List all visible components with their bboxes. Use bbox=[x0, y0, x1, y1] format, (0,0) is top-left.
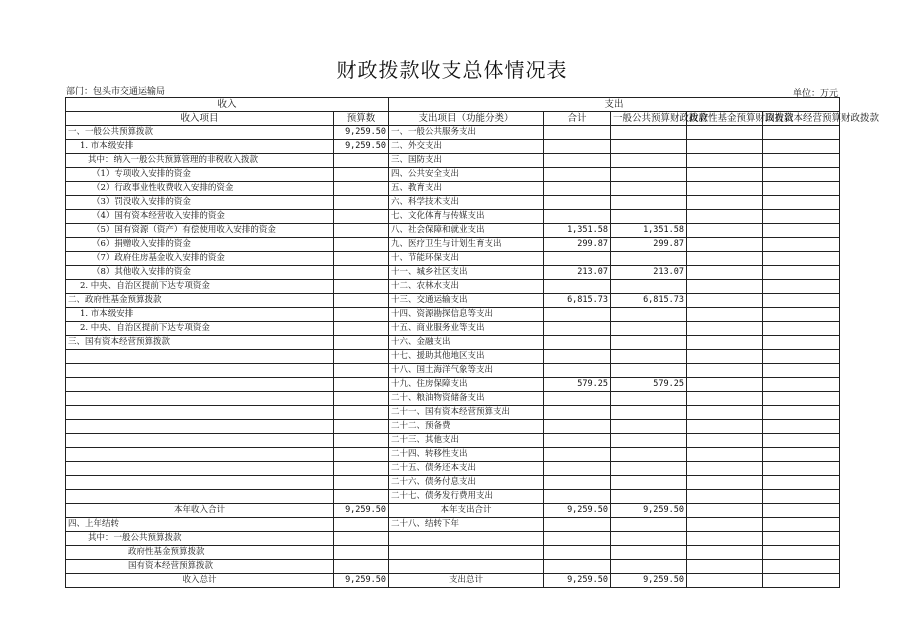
total-cell: 213.07 bbox=[544, 266, 611, 280]
income-cell: 2. 中央、自治区提前下达专项资金 bbox=[66, 280, 334, 294]
budget-cell bbox=[334, 546, 389, 560]
expense-group-header: 支出 bbox=[389, 98, 840, 112]
fund-budget-cell bbox=[687, 560, 763, 574]
budget-cell bbox=[334, 364, 389, 378]
fund-budget-cell bbox=[687, 336, 763, 350]
budget-cell bbox=[334, 280, 389, 294]
expense-cell: 二十二、预备费 bbox=[389, 420, 544, 434]
budget-cell bbox=[334, 392, 389, 406]
income-cell bbox=[66, 364, 334, 378]
general-budget-cell: 579.25 bbox=[611, 378, 687, 392]
expense-cell: 三、国防支出 bbox=[389, 154, 544, 168]
state-capital-cell bbox=[763, 224, 840, 238]
fund-budget-cell bbox=[687, 518, 763, 532]
budget-cell bbox=[334, 308, 389, 322]
table-row bbox=[66, 280, 840, 294]
fund-budget-cell bbox=[687, 294, 763, 308]
state-capital-cell bbox=[763, 504, 840, 518]
income-cell: （1）专项收入安排的资金 bbox=[66, 168, 334, 182]
expense-cell: 四、公共安全支出 bbox=[389, 168, 544, 182]
state-capital-cell bbox=[763, 406, 840, 420]
table-row bbox=[66, 476, 840, 490]
budget-cell bbox=[334, 350, 389, 364]
total-cell: 9,259.50 bbox=[544, 574, 611, 588]
expense-cell: 二十三、其他支出 bbox=[389, 434, 544, 448]
total-cell bbox=[544, 182, 611, 196]
income-cell: 四、上年结转 bbox=[66, 518, 334, 532]
total-cell bbox=[544, 434, 611, 448]
total-cell bbox=[544, 560, 611, 574]
general-budget-cell bbox=[611, 154, 687, 168]
general-budget-cell bbox=[611, 280, 687, 294]
budget-cell bbox=[334, 420, 389, 434]
expense-cell: 十七、援助其他地区支出 bbox=[389, 350, 544, 364]
table-row bbox=[66, 546, 840, 560]
fund-budget-cell bbox=[687, 350, 763, 364]
total-cell bbox=[544, 392, 611, 406]
fund-budget-cell bbox=[687, 476, 763, 490]
income-cell bbox=[66, 490, 334, 504]
total-cell bbox=[544, 140, 611, 154]
general-budget-cell bbox=[611, 518, 687, 532]
budget-cell bbox=[334, 168, 389, 182]
total-cell bbox=[544, 336, 611, 350]
general-budget-cell bbox=[611, 252, 687, 266]
fund-budget-cell bbox=[687, 266, 763, 280]
state-capital-cell bbox=[763, 462, 840, 476]
table-row bbox=[66, 126, 840, 140]
general-budget-cell bbox=[611, 420, 687, 434]
state-capital-cell bbox=[763, 532, 840, 546]
state-capital-cell bbox=[763, 518, 840, 532]
total-cell bbox=[544, 322, 611, 336]
general-budget-cell bbox=[611, 350, 687, 364]
budget-table bbox=[65, 97, 880, 588]
general-budget-cell: 9,259.50 bbox=[611, 574, 687, 588]
income-cell: 2. 中央、自治区提前下达专项资金 bbox=[66, 322, 334, 336]
expense-cell: 本年支出合计 bbox=[389, 504, 544, 518]
expense-cell: 二、外交支出 bbox=[389, 140, 544, 154]
fund-budget-cell bbox=[687, 252, 763, 266]
table-row bbox=[66, 364, 840, 378]
general-budget-cell: 1,351.58 bbox=[611, 224, 687, 238]
total-cell bbox=[544, 126, 611, 140]
budget-cell bbox=[334, 434, 389, 448]
table-body bbox=[66, 126, 840, 588]
general-budget-cell bbox=[611, 182, 687, 196]
state-capital-cell bbox=[763, 392, 840, 406]
income-group-header: 收入 bbox=[66, 98, 389, 112]
expense-cell: 二十八、结转下年 bbox=[389, 518, 544, 532]
general-budget-cell: 299.87 bbox=[611, 238, 687, 252]
expense-cell: 九、医疗卫生与计划生育支出 bbox=[389, 238, 544, 252]
expense-cell: 七、文化体育与传媒支出 bbox=[389, 210, 544, 224]
expense-cell: 五、教育支出 bbox=[389, 182, 544, 196]
state-capital-cell bbox=[763, 308, 840, 322]
income-cell: （5）国有资源（资产）有偿使用收入安排的资金 bbox=[66, 224, 334, 238]
general-budget-cell bbox=[611, 168, 687, 182]
budget-cell bbox=[334, 182, 389, 196]
budget-cell bbox=[334, 560, 389, 574]
budget-cell bbox=[334, 266, 389, 280]
general-budget-cell bbox=[611, 406, 687, 420]
total-cell: 1,351.58 bbox=[544, 224, 611, 238]
budget-cell bbox=[334, 154, 389, 168]
income-cell bbox=[66, 392, 334, 406]
table-row bbox=[66, 266, 840, 280]
table-row bbox=[66, 168, 840, 182]
budget-cell: 9,259.50 bbox=[334, 126, 389, 140]
fund-budget-cell bbox=[687, 322, 763, 336]
expense-cell: 十六、金融支出 bbox=[389, 336, 544, 350]
table-row bbox=[66, 308, 840, 322]
total-cell bbox=[544, 364, 611, 378]
fund-budget-cell bbox=[687, 462, 763, 476]
income-cell bbox=[66, 420, 334, 434]
budget-header: 预算数 bbox=[334, 112, 389, 126]
total-cell bbox=[544, 280, 611, 294]
total-cell bbox=[544, 518, 611, 532]
expense-cell: 十三、交通运输支出 bbox=[389, 294, 544, 308]
budget-cell bbox=[334, 294, 389, 308]
general-budget-cell bbox=[611, 448, 687, 462]
expense-cell: 二十七、债务发行费用支出 bbox=[389, 490, 544, 504]
state-capital-cell bbox=[763, 168, 840, 182]
table-row bbox=[66, 154, 840, 168]
state-capital-cell bbox=[763, 182, 840, 196]
state-capital-cell bbox=[763, 420, 840, 434]
table-row bbox=[66, 518, 840, 532]
total-cell bbox=[544, 252, 611, 266]
total-cell bbox=[544, 350, 611, 364]
income-cell: （6）捐赠收入安排的资金 bbox=[66, 238, 334, 252]
table-row bbox=[66, 196, 840, 210]
group-header-row bbox=[66, 98, 840, 112]
expense-cell bbox=[389, 546, 544, 560]
state-capital-cell bbox=[763, 490, 840, 504]
state-capital-cell bbox=[763, 140, 840, 154]
unit-label: 单位：万元 bbox=[792, 89, 838, 99]
fund-budget-cell bbox=[687, 182, 763, 196]
income-cell: 一、一般公共预算拨款 bbox=[66, 126, 334, 140]
total-cell bbox=[544, 196, 611, 210]
state-capital-cell bbox=[763, 154, 840, 168]
table-row bbox=[66, 378, 840, 392]
total-cell bbox=[544, 210, 611, 224]
income-cell: 三、国有资本经营预算拨款 bbox=[66, 336, 334, 350]
expense-item-header: 支出项目（功能分类） bbox=[389, 112, 544, 126]
general-budget-cell bbox=[611, 336, 687, 350]
income-cell: 政府性基金预算拨款 bbox=[66, 546, 334, 560]
general-budget-cell bbox=[611, 462, 687, 476]
state-capital-cell bbox=[763, 350, 840, 364]
state-capital-cell bbox=[763, 434, 840, 448]
table-row bbox=[66, 462, 840, 476]
income-cell: 收入总计 bbox=[66, 574, 334, 588]
fund-budget-cell bbox=[687, 574, 763, 588]
total-cell bbox=[544, 168, 611, 182]
fund-budget-header: 政府性基金预算财政拨款 bbox=[687, 112, 763, 126]
table-row bbox=[66, 420, 840, 434]
state-capital-cell bbox=[763, 322, 840, 336]
budget-cell bbox=[334, 210, 389, 224]
income-cell: （4）国有资本经营收入安排的资金 bbox=[66, 210, 334, 224]
table-row bbox=[66, 532, 840, 546]
expense-cell: 一、一般公共服务支出 bbox=[389, 126, 544, 140]
fund-budget-cell bbox=[687, 420, 763, 434]
income-cell: 其中：纳入一般公共预算管理的非税收入拨款 bbox=[66, 154, 334, 168]
general-budget-cell bbox=[611, 364, 687, 378]
table-row bbox=[66, 182, 840, 196]
budget-cell bbox=[334, 532, 389, 546]
fund-budget-cell bbox=[687, 308, 763, 322]
table-row bbox=[66, 336, 840, 350]
total-cell bbox=[544, 154, 611, 168]
total-cell bbox=[544, 476, 611, 490]
table-row bbox=[66, 448, 840, 462]
table-row bbox=[66, 140, 840, 154]
fund-budget-cell bbox=[687, 364, 763, 378]
state-capital-cell bbox=[763, 364, 840, 378]
state-capital-cell bbox=[763, 476, 840, 490]
fund-budget-cell bbox=[687, 210, 763, 224]
income-cell bbox=[66, 462, 334, 476]
income-cell: 国有资本经营预算拨款 bbox=[66, 560, 334, 574]
general-budget-cell bbox=[611, 392, 687, 406]
expense-cell bbox=[389, 560, 544, 574]
expense-cell: 十、节能环保支出 bbox=[389, 252, 544, 266]
expense-cell: 十一、城乡社区支出 bbox=[389, 266, 544, 280]
total-cell: 6,815.73 bbox=[544, 294, 611, 308]
general-budget-cell bbox=[611, 308, 687, 322]
page-title: 财政拨款收支总体情况表 bbox=[336, 58, 568, 82]
budget-cell: 9,259.50 bbox=[334, 504, 389, 518]
state-capital-cell bbox=[763, 252, 840, 266]
fund-budget-cell bbox=[687, 434, 763, 448]
budget-cell: 9,259.50 bbox=[334, 574, 389, 588]
income-cell: （7）政府住房基金收入安排的资金 bbox=[66, 252, 334, 266]
state-capital-cell bbox=[763, 574, 840, 588]
table-row bbox=[66, 406, 840, 420]
total-cell bbox=[544, 448, 611, 462]
table-row bbox=[66, 224, 840, 238]
expense-cell: 十九、住房保障支出 bbox=[389, 378, 544, 392]
expense-cell: 二十五、债务还本支出 bbox=[389, 462, 544, 476]
state-capital-header: 国有资本经营预算财政拨款 bbox=[763, 112, 840, 126]
income-cell: 二、政府性基金预算拨款 bbox=[66, 294, 334, 308]
table-row bbox=[66, 574, 840, 588]
budget-cell bbox=[334, 336, 389, 350]
state-capital-cell bbox=[763, 336, 840, 350]
state-capital-cell bbox=[763, 238, 840, 252]
income-cell: （3）罚没收入安排的资金 bbox=[66, 196, 334, 210]
column-header-row bbox=[66, 112, 840, 126]
general-budget-cell bbox=[611, 140, 687, 154]
general-budget-cell bbox=[611, 532, 687, 546]
department-label: 部门：包头市交通运输局 bbox=[66, 87, 166, 97]
expense-cell bbox=[389, 532, 544, 546]
fund-budget-cell bbox=[687, 392, 763, 406]
expense-cell: 十四、资源勘探信息等支出 bbox=[389, 308, 544, 322]
table-row bbox=[66, 252, 840, 266]
general-budget-cell: 6,815.73 bbox=[611, 294, 687, 308]
general-budget-cell bbox=[611, 196, 687, 210]
table-row bbox=[66, 322, 840, 336]
table-row bbox=[66, 490, 840, 504]
expense-cell: 二十四、转移性支出 bbox=[389, 448, 544, 462]
expense-cell: 八、社会保障和就业支出 bbox=[389, 224, 544, 238]
expense-cell: 二十六、债务付息支出 bbox=[389, 476, 544, 490]
total-header: 合计 bbox=[544, 112, 611, 126]
fund-budget-cell bbox=[687, 224, 763, 238]
total-cell bbox=[544, 420, 611, 434]
income-cell bbox=[66, 448, 334, 462]
state-capital-cell bbox=[763, 280, 840, 294]
income-cell: 1. 市本级安排 bbox=[66, 140, 334, 154]
total-cell bbox=[544, 462, 611, 476]
budget-cell bbox=[334, 448, 389, 462]
income-cell bbox=[66, 476, 334, 490]
expense-cell: 六、科学技术支出 bbox=[389, 196, 544, 210]
state-capital-cell bbox=[763, 378, 840, 392]
general-budget-cell bbox=[611, 126, 687, 140]
expense-cell: 十五、商业服务业等支出 bbox=[389, 322, 544, 336]
total-cell bbox=[544, 490, 611, 504]
fund-budget-cell bbox=[687, 532, 763, 546]
income-cell: （2）行政事业性收费收入安排的资金 bbox=[66, 182, 334, 196]
budget-cell bbox=[334, 476, 389, 490]
income-cell bbox=[66, 378, 334, 392]
fund-budget-cell bbox=[687, 280, 763, 294]
table-row bbox=[66, 210, 840, 224]
income-cell: 其中：一般公共预算拨款 bbox=[66, 532, 334, 546]
income-cell bbox=[66, 406, 334, 420]
total-cell: 579.25 bbox=[544, 378, 611, 392]
general-budget-cell bbox=[611, 210, 687, 224]
fund-budget-cell bbox=[687, 546, 763, 560]
fund-budget-cell bbox=[687, 168, 763, 182]
total-cell bbox=[544, 546, 611, 560]
budget-cell bbox=[334, 224, 389, 238]
expense-cell: 十八、国土海洋气象等支出 bbox=[389, 364, 544, 378]
table-row bbox=[66, 350, 840, 364]
general-budget-cell: 9,259.50 bbox=[611, 504, 687, 518]
income-cell: 本年收入合计 bbox=[66, 504, 334, 518]
table-row bbox=[66, 560, 840, 574]
table-row bbox=[66, 294, 840, 308]
budget-cell bbox=[334, 406, 389, 420]
expense-cell: 二十一、国有资本经营预算支出 bbox=[389, 406, 544, 420]
general-budget-cell bbox=[611, 434, 687, 448]
fund-budget-cell bbox=[687, 196, 763, 210]
expense-cell: 二十、粮油物资储备支出 bbox=[389, 392, 544, 406]
total-cell bbox=[544, 308, 611, 322]
income-cell: （8）其他收入安排的资金 bbox=[66, 266, 334, 280]
state-capital-cell bbox=[763, 546, 840, 560]
general-budget-cell: 213.07 bbox=[611, 266, 687, 280]
budget-cell bbox=[334, 518, 389, 532]
fund-budget-cell bbox=[687, 448, 763, 462]
fund-budget-cell bbox=[687, 140, 763, 154]
general-budget-cell bbox=[611, 546, 687, 560]
income-item-header: 收入项目 bbox=[66, 112, 334, 126]
budget-cell bbox=[334, 378, 389, 392]
fund-budget-cell bbox=[687, 490, 763, 504]
table-row bbox=[66, 434, 840, 448]
fund-budget-cell bbox=[687, 378, 763, 392]
state-capital-cell bbox=[763, 266, 840, 280]
fund-budget-cell bbox=[687, 238, 763, 252]
fund-budget-cell bbox=[687, 154, 763, 168]
table-row bbox=[66, 238, 840, 252]
budget-cell bbox=[334, 196, 389, 210]
general-budget-cell bbox=[611, 490, 687, 504]
budget-cell bbox=[334, 490, 389, 504]
general-budget-cell bbox=[611, 476, 687, 490]
total-cell bbox=[544, 532, 611, 546]
general-budget-cell bbox=[611, 560, 687, 574]
fund-budget-cell bbox=[687, 406, 763, 420]
budget-cell bbox=[334, 238, 389, 252]
total-cell: 9,259.50 bbox=[544, 504, 611, 518]
state-capital-cell bbox=[763, 294, 840, 308]
expense-cell: 十二、农林水支出 bbox=[389, 280, 544, 294]
total-cell bbox=[544, 406, 611, 420]
budget-cell: 9,259.50 bbox=[334, 140, 389, 154]
state-capital-cell bbox=[763, 196, 840, 210]
state-capital-cell bbox=[763, 210, 840, 224]
fund-budget-cell bbox=[687, 126, 763, 140]
state-capital-cell bbox=[763, 126, 840, 140]
income-cell bbox=[66, 434, 334, 448]
income-cell bbox=[66, 350, 334, 364]
income-cell: 1. 市本级安排 bbox=[66, 308, 334, 322]
state-capital-cell bbox=[763, 448, 840, 462]
table-row bbox=[66, 392, 840, 406]
state-capital-cell bbox=[763, 560, 840, 574]
general-budget-header: 一般公共预算财政拨款 bbox=[611, 112, 687, 126]
budget-cell bbox=[334, 462, 389, 476]
budget-cell bbox=[334, 252, 389, 266]
fund-budget-cell bbox=[687, 504, 763, 518]
budget-cell bbox=[334, 322, 389, 336]
table-row bbox=[66, 504, 840, 518]
total-cell: 299.87 bbox=[544, 238, 611, 252]
expense-cell: 支出总计 bbox=[389, 574, 544, 588]
general-budget-cell bbox=[611, 322, 687, 336]
